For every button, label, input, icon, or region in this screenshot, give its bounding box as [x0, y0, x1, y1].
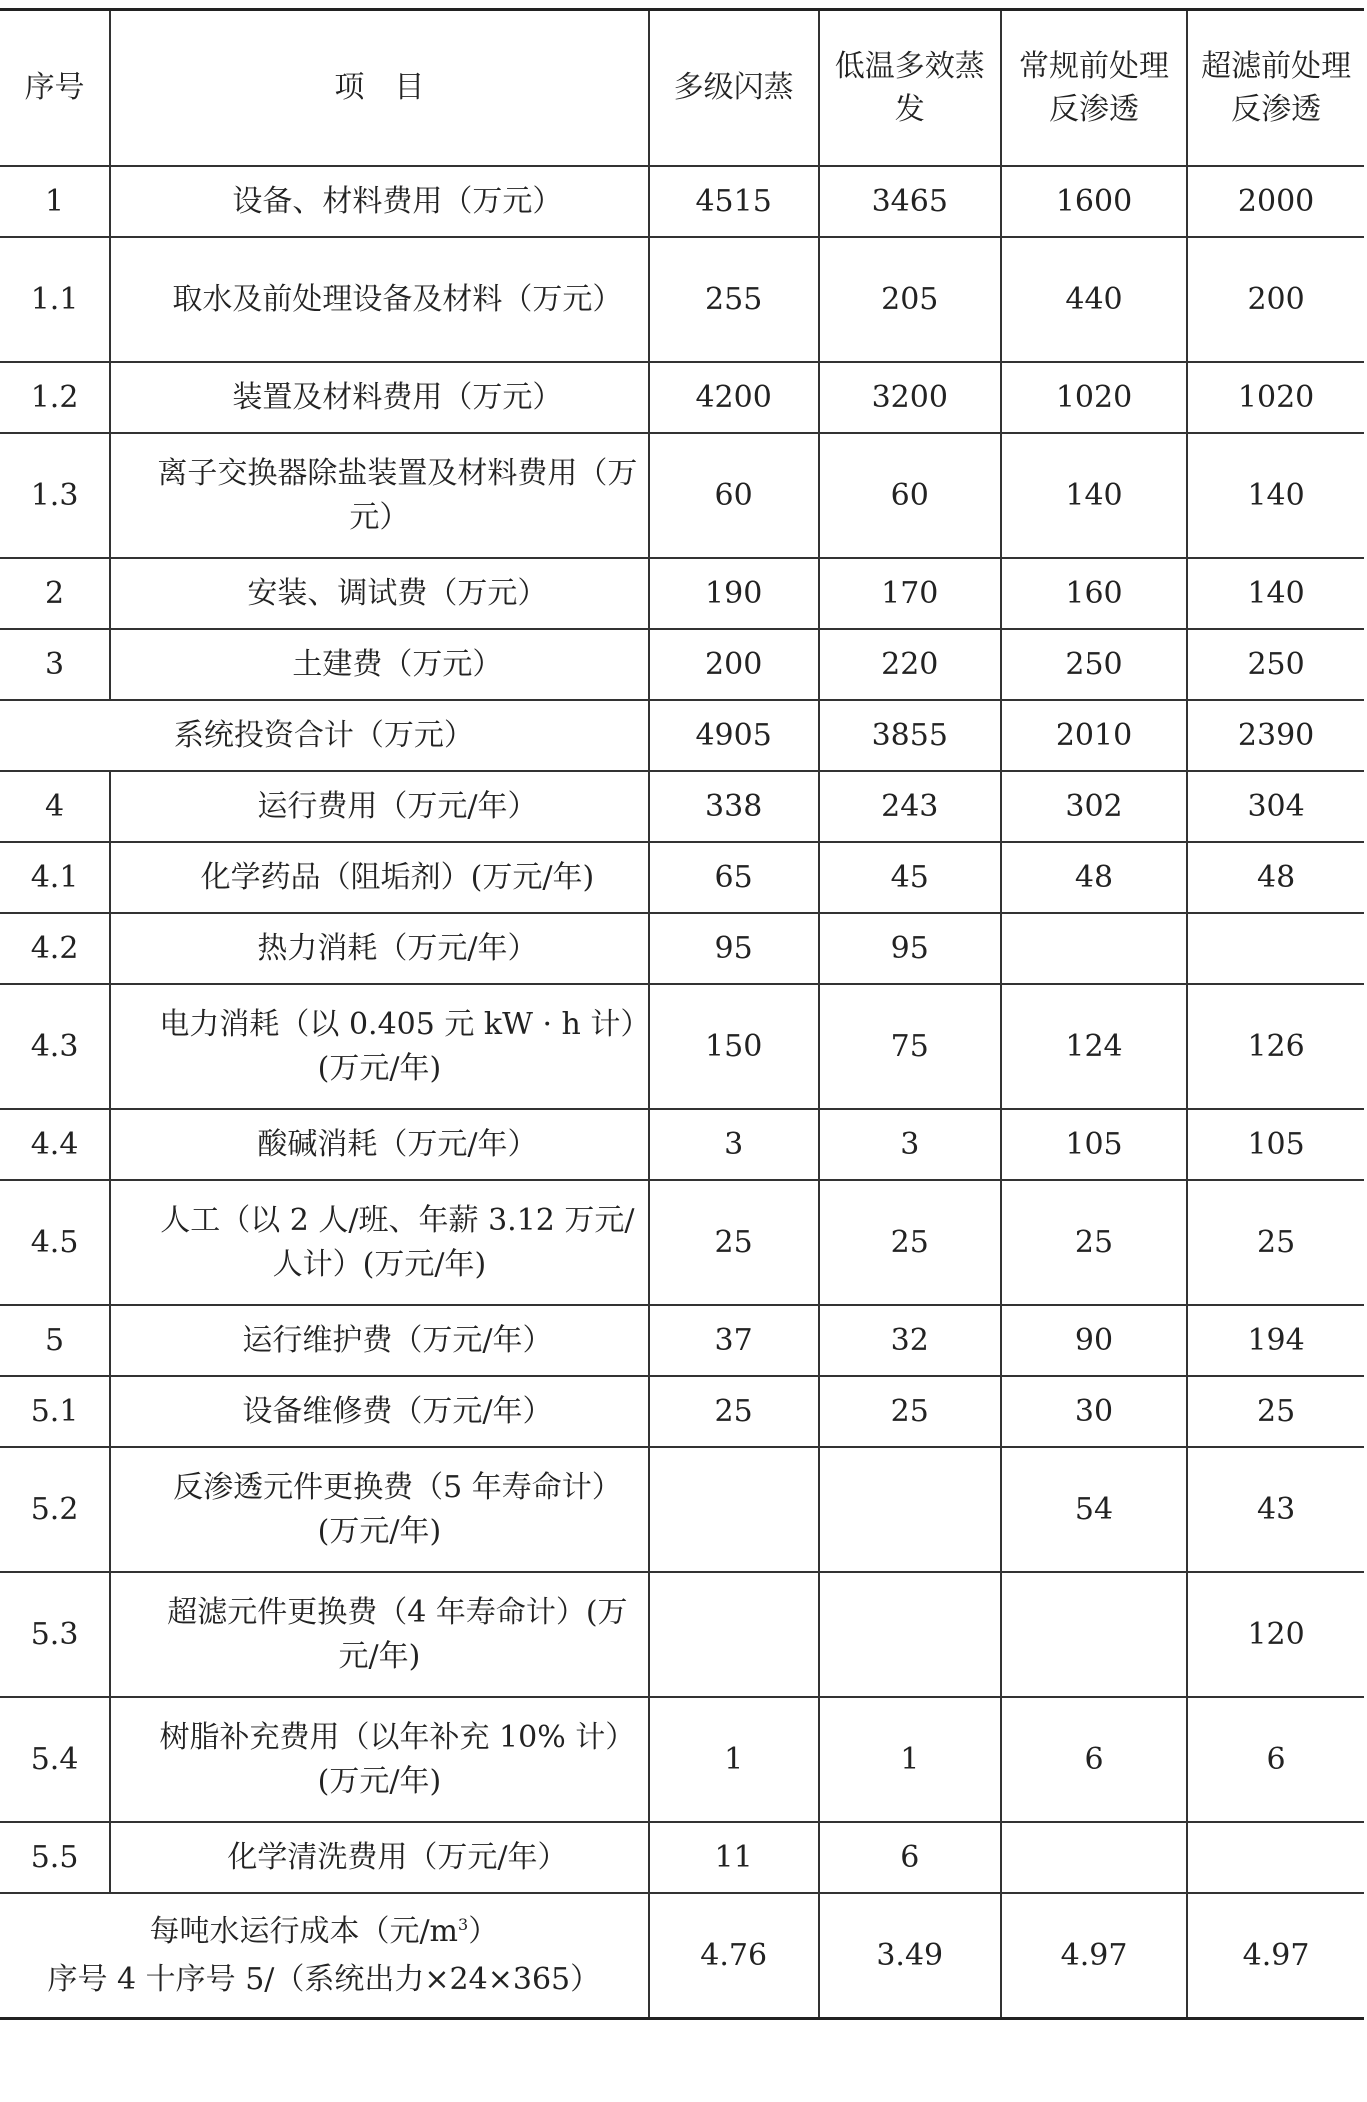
row-item	[110, 1572, 649, 1697]
cell-ro-conventional: 4.97	[1001, 1893, 1187, 2019]
cost-comparison-table	[0, 8, 1364, 2020]
row-item-text: 安装、调试费（万元）	[247, 575, 548, 611]
cell-ro-uf: 250	[1187, 629, 1364, 700]
cell-ro-uf	[1187, 1822, 1364, 1893]
cell-msf: 4.76	[649, 1893, 819, 2019]
row-item-text: 热力消耗（万元/年）	[257, 930, 538, 966]
row-seq: 5.2	[0, 1447, 110, 1572]
row-item-text: 离子交换器除盐装置及材料费用（万元）	[157, 456, 638, 535]
table-row	[0, 984, 1364, 1109]
cell-med: 6	[819, 1822, 1001, 1893]
header-ro-uf: 超滤前处理反渗透	[1187, 10, 1364, 167]
row-item	[110, 913, 649, 984]
row-item	[110, 629, 649, 700]
table-row	[0, 842, 1364, 913]
table-row	[0, 237, 1364, 362]
row-item-text: 超滤元件更换费（4 年寿命计）(万元/年)	[167, 1595, 628, 1674]
cell-med	[819, 1447, 1001, 1572]
cell-ro-uf	[1187, 913, 1364, 984]
row-seq: 4	[0, 771, 110, 842]
cell-msf: 3	[649, 1109, 819, 1180]
cost-per-ton-label	[0, 1893, 649, 2019]
cell-med: 3	[819, 1109, 1001, 1180]
cell-ro-uf: 25	[1187, 1180, 1364, 1305]
cell-ro-uf: 120	[1187, 1572, 1364, 1697]
table-row	[0, 362, 1364, 433]
cell-ro-conventional: 160	[1001, 558, 1187, 629]
cell-med: 25	[819, 1180, 1001, 1305]
cell-ro-conventional: 302	[1001, 771, 1187, 842]
header-seq: 序号	[0, 10, 110, 167]
header-msf: 多级闪蒸	[649, 10, 819, 167]
row-item	[110, 362, 649, 433]
row-seq: 1.2	[0, 362, 110, 433]
row-seq: 5.5	[0, 1822, 110, 1893]
table-row	[0, 433, 1364, 558]
cost-per-ton-formula: 序号 4 十序号 5/（系统出力×24×365）	[47, 1961, 601, 1997]
cell-med: 32	[819, 1305, 1001, 1376]
cell-ro-conventional: 25	[1001, 1180, 1187, 1305]
cell-ro-uf: 43	[1187, 1447, 1364, 1572]
table-row	[0, 629, 1364, 700]
table-row	[0, 1572, 1364, 1697]
cell-ro-conventional: 140	[1001, 433, 1187, 558]
cell-ro-uf: 126	[1187, 984, 1364, 1109]
header-med: 低温多效蒸发	[819, 10, 1001, 167]
table-row	[0, 558, 1364, 629]
cell-msf: 37	[649, 1305, 819, 1376]
header-ro-conventional: 常规前处理反渗透	[1001, 10, 1187, 167]
cell-msf	[649, 1572, 819, 1697]
cell-ro-conventional: 440	[1001, 237, 1187, 362]
cost-per-ton-text-close: ）	[468, 1913, 499, 1949]
cell-msf: 25	[649, 1376, 819, 1447]
cell-msf: 150	[649, 984, 819, 1109]
cell-msf: 4200	[649, 362, 819, 433]
cell-ro-conventional: 250	[1001, 629, 1187, 700]
row-item-text: 化学药品（阻垢剂）(万元/年)	[200, 859, 595, 895]
cell-msf: 4905	[649, 700, 819, 771]
cell-ro-conventional: 1020	[1001, 362, 1187, 433]
table-row	[0, 1376, 1364, 1447]
row-item	[110, 1697, 649, 1822]
row-item-text: 取水及前处理设备及材料（万元）	[172, 281, 623, 317]
cell-ro-uf: 4.97	[1187, 1893, 1364, 2019]
cell-msf: 65	[649, 842, 819, 913]
cell-ro-conventional	[1001, 1822, 1187, 1893]
table-row	[0, 1697, 1364, 1822]
row-item	[110, 984, 649, 1109]
row-item-text: 反渗透元件更换费（5 年寿命计）(万元/年)	[173, 1470, 622, 1549]
row-item-text: 电力消耗（以 0.405 元 kW · h 计）(万元/年)	[159, 1007, 636, 1086]
table-row	[0, 166, 1364, 237]
cell-med: 3200	[819, 362, 1001, 433]
cell-med: 170	[819, 558, 1001, 629]
cell-med: 205	[819, 237, 1001, 362]
cell-ro-uf: 2000	[1187, 166, 1364, 237]
cell-msf: 60	[649, 433, 819, 558]
row-item	[110, 771, 649, 842]
row-item	[110, 1376, 649, 1447]
cell-med: 75	[819, 984, 1001, 1109]
cell-ro-uf: 140	[1187, 558, 1364, 629]
cell-ro-uf: 2390	[1187, 700, 1364, 771]
row-item-text: 人工（以 2 人/班、年薪 3.12 万元/人计）(万元/年)	[160, 1203, 635, 1282]
cell-med: 45	[819, 842, 1001, 913]
row-seq: 4.4	[0, 1109, 110, 1180]
cell-ro-uf: 194	[1187, 1305, 1364, 1376]
row-seq: 5.3	[0, 1572, 110, 1697]
table-row	[0, 1305, 1364, 1376]
cell-ro-conventional: 6	[1001, 1697, 1187, 1822]
row-seq: 5.1	[0, 1376, 110, 1447]
row-item	[110, 166, 649, 237]
row-item	[110, 842, 649, 913]
cell-msf: 1	[649, 1697, 819, 1822]
cell-ro-conventional	[1001, 1572, 1187, 1697]
table-row	[0, 1447, 1364, 1572]
row-seq: 5.4	[0, 1697, 110, 1822]
row-item-text: 运行费用（万元/年）	[257, 788, 538, 824]
cell-msf: 255	[649, 237, 819, 362]
row-seq: 5	[0, 1305, 110, 1376]
header-item: 项 目	[110, 10, 649, 167]
cost-per-ton-text: 每吨水运行成本（元/m	[149, 1913, 459, 1949]
cell-med: 95	[819, 913, 1001, 984]
cell-ro-uf: 200	[1187, 237, 1364, 362]
cell-ro-uf: 25	[1187, 1376, 1364, 1447]
row-seq: 4.2	[0, 913, 110, 984]
cell-ro-conventional: 30	[1001, 1376, 1187, 1447]
row-seq: 2	[0, 558, 110, 629]
cell-msf: 338	[649, 771, 819, 842]
row-item	[110, 237, 649, 362]
cell-ro-conventional	[1001, 913, 1187, 984]
cell-ro-uf: 304	[1187, 771, 1364, 842]
cell-msf: 11	[649, 1822, 819, 1893]
header-row	[0, 10, 1364, 167]
cell-msf: 95	[649, 913, 819, 984]
row-seq: 3	[0, 629, 110, 700]
row-item-text: 装置及材料费用（万元）	[232, 379, 563, 415]
cell-ro-uf: 48	[1187, 842, 1364, 913]
row-seq: 1	[0, 166, 110, 237]
cell-msf: 190	[649, 558, 819, 629]
row-item-text: 设备、材料费用（万元）	[232, 183, 563, 219]
total-investment-label: 系统投资合计（万元）	[0, 700, 649, 771]
cost-per-ton-line1	[8, 1908, 640, 1956]
row-seq: 1.3	[0, 433, 110, 558]
row-item	[110, 1305, 649, 1376]
row-seq: 4.1	[0, 842, 110, 913]
cell-msf: 4515	[649, 166, 819, 237]
cell-med: 1	[819, 1697, 1001, 1822]
row-item	[110, 1109, 649, 1180]
cell-med: 3.49	[819, 1893, 1001, 2019]
row-item	[110, 1822, 649, 1893]
cell-ro-uf: 6	[1187, 1697, 1364, 1822]
row-item	[110, 1447, 649, 1572]
cell-ro-conventional: 90	[1001, 1305, 1187, 1376]
row-item-text: 运行维护费（万元/年）	[242, 1322, 553, 1358]
cell-msf	[649, 1447, 819, 1572]
cell-msf: 25	[649, 1180, 819, 1305]
cell-med	[819, 1572, 1001, 1697]
cell-ro-conventional: 54	[1001, 1447, 1187, 1572]
row-item-text: 设备维修费（万元/年）	[242, 1393, 553, 1429]
row-seq: 4.3	[0, 984, 110, 1109]
cell-ro-uf: 140	[1187, 433, 1364, 558]
cell-ro-uf: 105	[1187, 1109, 1364, 1180]
cell-ro-uf: 1020	[1187, 362, 1364, 433]
table-row	[0, 913, 1364, 984]
table-row	[0, 1180, 1364, 1305]
table-row	[0, 1822, 1364, 1893]
row-item	[110, 1180, 649, 1305]
table-row	[0, 1109, 1364, 1180]
cell-med: 3465	[819, 166, 1001, 237]
cell-ro-conventional: 1600	[1001, 166, 1187, 237]
cell-ro-conventional: 105	[1001, 1109, 1187, 1180]
cell-ro-conventional: 124	[1001, 984, 1187, 1109]
row-item-text: 土建费（万元）	[292, 646, 503, 682]
table-row	[0, 771, 1364, 842]
row-item-text: 树脂补充费用（以年补充 10% 计）(万元/年)	[159, 1720, 636, 1799]
cell-msf: 200	[649, 629, 819, 700]
row-seq: 1.1	[0, 237, 110, 362]
table-row-total	[0, 700, 1364, 771]
row-item	[110, 433, 649, 558]
cell-med: 243	[819, 771, 1001, 842]
row-item	[110, 558, 649, 629]
cost-per-ton-unit-sup: 3	[458, 1914, 469, 1934]
cell-med: 25	[819, 1376, 1001, 1447]
table-row-final	[0, 1893, 1364, 2019]
cell-ro-conventional: 2010	[1001, 700, 1187, 771]
cell-ro-conventional: 48	[1001, 842, 1187, 913]
cell-med: 3855	[819, 700, 1001, 771]
row-seq: 4.5	[0, 1180, 110, 1305]
cell-med: 220	[819, 629, 1001, 700]
row-item-text: 化学清洗费用（万元/年）	[227, 1839, 568, 1875]
cell-med: 60	[819, 433, 1001, 558]
row-item-text: 酸碱消耗（万元/年）	[257, 1126, 538, 1162]
